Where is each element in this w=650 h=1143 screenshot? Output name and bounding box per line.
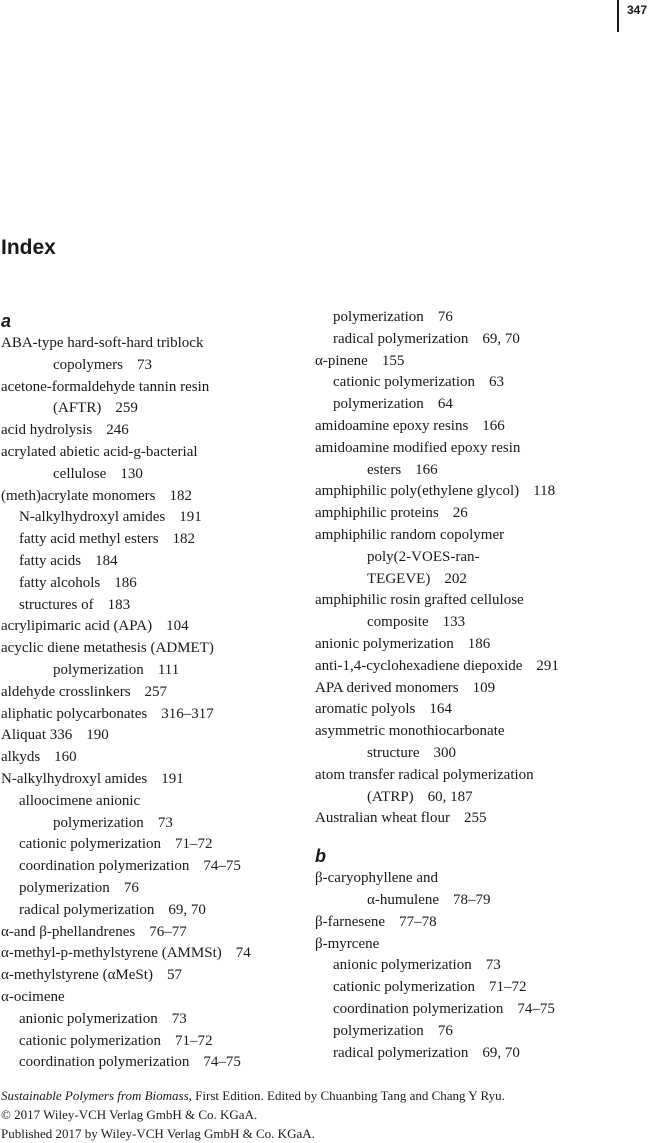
index-term: atom transfer radical polymerization: [315, 766, 534, 783]
index-page-ref: 74–75: [517, 1000, 555, 1017]
index-entry: [1, 420, 306, 442]
index-entry: [315, 438, 637, 460]
index-entry: [315, 569, 637, 591]
index-entry: [315, 1043, 637, 1065]
index-term: β-myrcene: [315, 935, 380, 952]
index-term: structures of: [19, 596, 94, 613]
index-page-ref: 64: [437, 396, 453, 413]
index-page-ref: 186: [114, 574, 137, 591]
index-term: anionic polymerization: [315, 635, 454, 652]
index-term: polymerization: [19, 879, 110, 896]
footer-copyright: © 2017 Wiley-VCH Verlag GmbH & Co. KGaA.: [1, 1107, 258, 1122]
index-term: cationic polymerization: [19, 1032, 162, 1049]
index-page-ref: 118: [533, 483, 556, 500]
index-page-ref: 26: [452, 505, 468, 522]
index-term: β-caryophyllene and: [315, 870, 438, 887]
index-entry: [315, 329, 637, 351]
index-entry: [315, 481, 637, 503]
index-page-ref: 73: [485, 957, 501, 974]
index-entry: [1, 943, 306, 965]
index-term: polymerization: [333, 309, 424, 325]
index-entry: [1, 333, 306, 355]
index-entry: [315, 787, 637, 809]
index-page-ref: 291: [536, 657, 559, 674]
index-entry: [1, 507, 306, 529]
index-term: composite: [367, 614, 429, 631]
index-entry: [1, 725, 306, 747]
index-term: copolymers: [53, 356, 123, 373]
index-page-ref: 316–317: [161, 705, 214, 722]
index-term: cationic polymerization: [333, 374, 476, 391]
index-entry: [315, 634, 637, 656]
index-entry: [1, 704, 306, 726]
index-term: α-pinene: [315, 352, 368, 369]
index-page-ref: 130: [120, 465, 143, 482]
index-term: aliphatic polycarbonates: [1, 705, 148, 722]
index-page-ref: 182: [169, 487, 193, 504]
index-entry: [315, 351, 637, 373]
footer: [1, 1086, 505, 1143]
index-page-ref: 71–72: [175, 836, 213, 853]
index-entry: [315, 868, 637, 890]
index-term: aromatic polyols: [315, 701, 416, 718]
index-term: amidoamine modified epoxy resin: [315, 439, 521, 456]
index-page-ref: 76–77: [149, 923, 187, 940]
index-term: Aliquat 336: [1, 727, 73, 744]
index-entry: [1, 878, 306, 900]
index-entry: [1, 856, 306, 878]
index-entry: [315, 547, 637, 569]
index-entry: [315, 612, 637, 634]
index-page-ref: 166: [482, 417, 505, 434]
index-term: amidoamine epoxy resins: [315, 417, 469, 434]
index-entry: [315, 590, 637, 612]
page-number: 347: [627, 3, 648, 17]
index-entry: [315, 955, 637, 977]
index-page-ref: 257: [144, 683, 168, 700]
index-entry: [1, 529, 306, 551]
index-term: fatty alcohols: [19, 574, 101, 591]
index-entry: [1, 965, 306, 987]
index-entry: [1, 573, 306, 595]
index-page-ref: 190: [86, 727, 109, 744]
index-page-ref: 109: [472, 679, 496, 696]
index-page-ref: 74–75: [203, 858, 241, 875]
index-page-ref: 76: [437, 309, 453, 325]
index-term: amphiphilic random copolymer: [315, 526, 505, 543]
index-page-ref: 73: [136, 356, 152, 373]
index-entry: [315, 503, 637, 525]
index-entry: [315, 372, 637, 394]
index-term: radical polymerization: [333, 330, 469, 347]
index-term: asymmetric monothiocarbonate: [315, 723, 505, 740]
index-page-ref: 74–75: [203, 1054, 241, 1071]
index-entry: [1, 813, 306, 835]
index-term: cellulose: [53, 465, 107, 482]
index-term: structure: [367, 744, 420, 761]
index-term: polymerization: [333, 396, 424, 413]
index-page-ref: 164: [429, 701, 452, 718]
index-term: acyclic diene metathesis (ADMET): [1, 640, 214, 657]
index-entry: [315, 416, 637, 438]
index-entry: [1, 1052, 306, 1074]
index-entry: [315, 699, 637, 721]
index-page-ref: 76: [123, 879, 139, 896]
index-term: α-methylstyrene (αMeSt): [1, 967, 153, 984]
index-page-ref: 74: [235, 945, 251, 962]
index-term: cationic polymerization: [333, 979, 476, 996]
index-page-ref: 259: [115, 400, 138, 417]
index-entry: [1, 551, 306, 573]
index-page-ref: 184: [95, 552, 118, 569]
index-entry: [315, 525, 637, 547]
index-term: polymerization: [53, 661, 144, 678]
index-entry: [1, 377, 306, 399]
index-entry: [1, 682, 306, 704]
index-entry: [1, 791, 306, 813]
index-term: N-alkylhydroxyl amides: [19, 509, 166, 526]
index-entry: [1, 486, 306, 508]
index-term: acrylated abietic acid-g-bacterial: [1, 443, 198, 460]
index-term: coordination polymerization: [19, 1054, 190, 1071]
index-term: polymerization: [333, 1022, 424, 1039]
index-column-right: [315, 307, 637, 1064]
index-section-letter: a: [1, 311, 12, 331]
index-term: TEGEVE): [367, 570, 431, 587]
book-title: Sustainable Polymers from Biomass: [1, 1088, 189, 1103]
index-entry: [315, 678, 637, 700]
index-page-ref: 57: [166, 967, 182, 984]
index-term: coordination polymerization: [333, 1000, 504, 1017]
index-entry: [1, 595, 306, 617]
index-term: alloocimene anionic: [19, 792, 141, 809]
index-term: β-farnesene: [315, 913, 386, 930]
index-page-ref: 104: [166, 618, 189, 635]
index-page-ref: 155: [381, 352, 405, 369]
index-entry: [1, 660, 306, 682]
index-page-ref: 73: [171, 1010, 187, 1027]
index-entry: [1, 747, 306, 769]
index-entry: [315, 934, 637, 956]
index-page-ref: 73: [157, 814, 173, 831]
index-page-ref: 186: [467, 635, 491, 652]
index-entry: [315, 394, 637, 416]
index-term: poly(2-VOES-ran-: [367, 548, 480, 565]
index-term: (meth)acrylate monomers: [1, 487, 156, 504]
index-entry: [315, 656, 637, 678]
index-entry: [1, 442, 306, 464]
page-title: Index: [1, 236, 56, 259]
index-term: APA derived monomers: [315, 679, 459, 696]
index-term: amphiphilic rosin grafted cellulose: [315, 592, 524, 609]
index-term: fatty acid methyl esters: [19, 531, 159, 548]
index-section-letter: b: [315, 846, 326, 867]
index-entry: [315, 999, 637, 1021]
index-entry: [1, 464, 306, 486]
index-term: N-alkylhydroxyl amides: [1, 770, 148, 787]
index-page-ref: 78–79: [453, 891, 491, 908]
index-term: Australian wheat flour: [315, 810, 450, 827]
index-entry: [315, 460, 637, 482]
index-term: ABA-type hard-soft-hard triblock: [1, 335, 204, 351]
index-page-ref: 202: [444, 570, 467, 587]
index-page-ref: 255: [463, 810, 487, 827]
edition-line: , First Edition. Edited by Chuanbing Tang and Chang Y Ryu.: [188, 1088, 505, 1103]
index-page-ref: 182: [172, 531, 196, 548]
index-term: cationic polymerization: [19, 836, 162, 853]
index-entry: [315, 721, 637, 743]
index-column-left: [1, 307, 306, 1074]
index-term: (ATRP): [367, 788, 414, 805]
index-page-ref: 183: [107, 596, 131, 613]
index-entry: [315, 808, 637, 830]
index-entry: [315, 977, 637, 999]
index-entry: [1, 922, 306, 944]
index-term: amphiphilic poly(ethylene glycol): [315, 483, 520, 500]
index-term: α-ocimene: [1, 988, 65, 1005]
index-term: amphiphilic proteins: [315, 505, 439, 522]
index-term: α-humulene: [367, 891, 440, 908]
index-page-ref: 69, 70: [168, 901, 206, 918]
index-term: acetone-formaldehyde tannin resin: [1, 378, 210, 395]
index-entry: [315, 912, 637, 934]
index-page-ref: 71–72: [489, 979, 527, 996]
index-entry: [315, 307, 637, 329]
index-page-ref: 71–72: [175, 1032, 213, 1049]
index-page-ref: 76: [437, 1022, 453, 1039]
index-term: radical polymerization: [333, 1044, 469, 1061]
index-entry: [1, 398, 306, 420]
index-entry: [1, 900, 306, 922]
index-term: acrylipimaric acid (APA): [1, 618, 153, 635]
index-page-ref: 160: [54, 749, 77, 766]
index-page-ref: 191: [161, 770, 184, 787]
index-term: alkyds: [1, 749, 41, 766]
footer-published: Published 2017 by Wiley-VCH Verlag GmbH & Co. KGaA.: [1, 1126, 315, 1141]
index-entry: [1, 1031, 306, 1053]
footer-citation: [1, 1086, 505, 1105]
index-page-ref: 166: [415, 461, 438, 478]
index-page-ref: 191: [179, 509, 202, 526]
index-page-ref: 133: [442, 614, 466, 631]
index-entry: [1, 638, 306, 660]
index-term: (AFTR): [53, 400, 102, 417]
index-entry: [315, 743, 637, 765]
index-term: radical polymerization: [19, 901, 155, 918]
index-page-ref: 69, 70: [482, 330, 520, 347]
index-term: α-and β-phellandrenes: [1, 923, 136, 940]
page-number-rule: [617, 0, 619, 32]
index-page-ref: 60, 187: [427, 788, 473, 805]
index-term: esters: [367, 461, 402, 478]
index-term: aldehyde crosslinkers: [1, 683, 131, 700]
index-entry: [1, 355, 306, 377]
index-term: coordination polymerization: [19, 858, 190, 875]
index-page-ref: 63: [489, 374, 505, 391]
index-term: acid hydrolysis: [1, 422, 93, 439]
index-page-ref: 246: [106, 422, 129, 439]
index-page-ref: 69, 70: [482, 1044, 520, 1061]
index-entry: [315, 890, 637, 912]
index-term: anionic polymerization: [19, 1010, 158, 1027]
index-entry: [315, 1021, 637, 1043]
index-term: fatty acids: [19, 552, 82, 569]
index-term: polymerization: [53, 814, 144, 831]
index-page-ref: 77–78: [399, 913, 437, 930]
index-page-ref: 111: [157, 661, 180, 678]
index-entry: [1, 1009, 306, 1031]
index-term: α-methyl-p-methylstyrene (AMMSt): [1, 945, 222, 962]
index-term: anti-1,4-cyclohexadiene diepoxide: [315, 657, 523, 674]
index-entry: [1, 769, 306, 791]
index-entry: [315, 765, 637, 787]
index-entry: [1, 616, 306, 638]
index-page-ref: 300: [433, 744, 456, 761]
index-entry: [1, 987, 306, 1009]
index-term: anionic polymerization: [333, 957, 472, 974]
index-entry: [1, 834, 306, 856]
